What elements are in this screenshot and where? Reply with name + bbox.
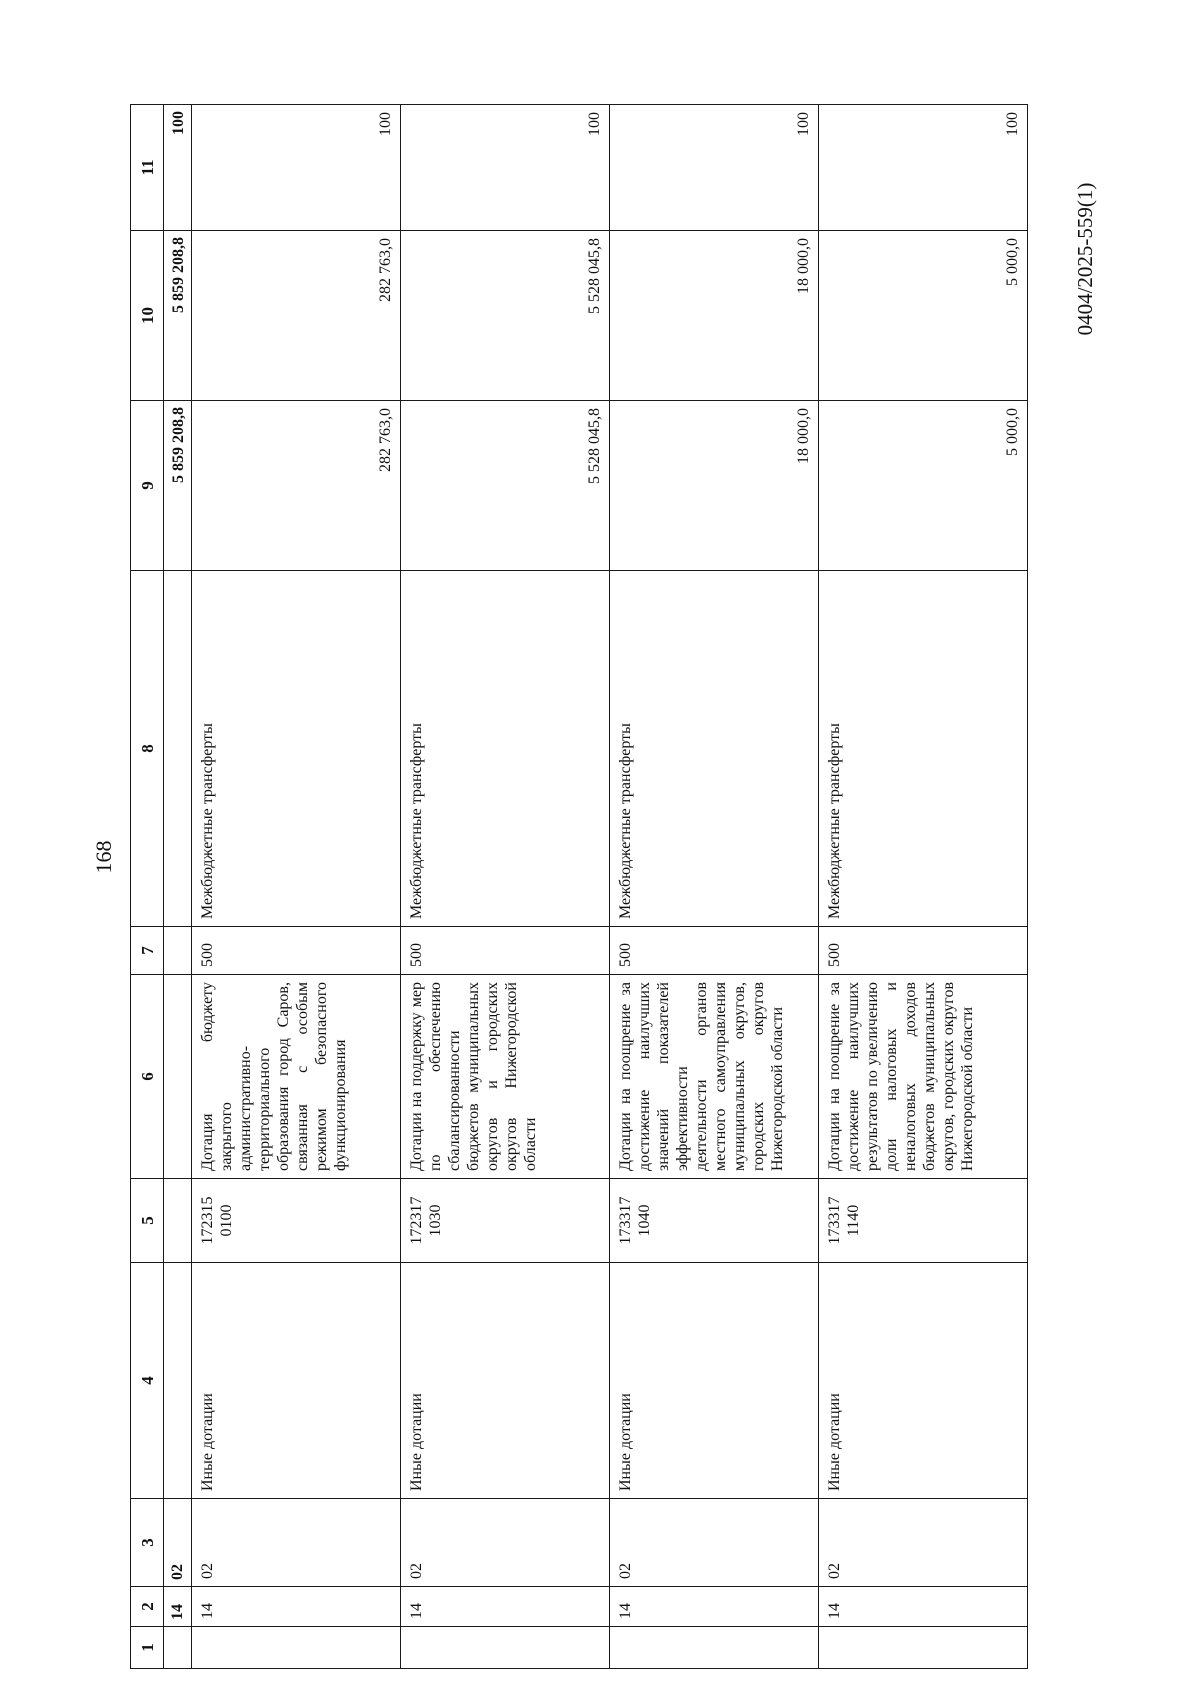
table-cell [164, 1179, 192, 1263]
expense-type-name: Межбюджетные трансферты [401, 571, 610, 927]
dotation-description: Дотация бюджету закрытого административно-территориального образования город Саров, связанная с особым режимом безопасного функционирования [192, 975, 401, 1179]
section-code: 14 [164, 1587, 192, 1627]
table-cell [164, 927, 192, 975]
amount-executed: 5 528 045,8 [401, 231, 610, 401]
rotated-table-frame [130, 105, 1110, 1669]
section-code: 14 [609, 1587, 818, 1627]
summary-row [164, 105, 192, 1669]
column-number: 2 [131, 1587, 164, 1627]
table-cell [818, 1627, 1027, 1669]
expense-type-code: 500 [401, 927, 610, 975]
table-cell [401, 1627, 610, 1669]
execution-percent: 100 [609, 105, 818, 231]
column-number: 3 [131, 1499, 164, 1587]
amount-planned: 5 000,0 [818, 401, 1027, 571]
budget-table [130, 104, 1028, 1669]
total-amount: 5 859 208,8 [164, 401, 192, 571]
table-cell [164, 1263, 192, 1499]
section-code: 14 [818, 1587, 1027, 1627]
table-row [818, 105, 1027, 1669]
amount-executed: 5 000,0 [818, 231, 1027, 401]
table-row [609, 105, 818, 1669]
dotation-type: Иные дотации [609, 1263, 818, 1499]
target-code: 173317 1140 [818, 1179, 1027, 1263]
dotation-type: Иные дотации [401, 1263, 610, 1499]
column-number: 6 [131, 975, 164, 1179]
dotation-type: Иные дотации [192, 1263, 401, 1499]
subsection-code: 02 [164, 1499, 192, 1587]
table-row [192, 105, 401, 1669]
column-number: 7 [131, 927, 164, 975]
expense-type-name: Межбюджетные трансферты [192, 571, 401, 927]
table-row [401, 105, 610, 1669]
expense-type-name: Межбюджетные трансферты [818, 571, 1027, 927]
section-code: 14 [401, 1587, 610, 1627]
dotation-description: Дотации на поддержку мер по обеспечению сбалансированности бюджетов муниципальных округов и городских округов Нижегородской области [401, 975, 610, 1179]
execution-percent: 100 [401, 105, 610, 231]
amount-planned: 5 528 045,8 [401, 401, 610, 571]
table-cell [164, 975, 192, 1179]
page-number: 168 [91, 840, 116, 874]
column-number: 4 [131, 1263, 164, 1499]
table-cell [609, 1627, 818, 1669]
section-code: 14 [192, 1587, 401, 1627]
expense-type-name: Межбюджетные трансферты [609, 571, 818, 927]
column-number: 11 [131, 105, 164, 231]
column-number: 5 [131, 1179, 164, 1263]
dotation-description: Дотации на поощрение за достижение наилучших значений показателей эффективности деятельности органов местного самоуправления муниципальных округов, городских округов Нижегородской области [609, 975, 818, 1179]
subsection-code: 02 [818, 1499, 1027, 1587]
subsection-code: 02 [192, 1499, 401, 1587]
column-number: 9 [131, 401, 164, 571]
document-code: 0404/2025-559(1) [1073, 182, 1097, 336]
table-cell [164, 571, 192, 927]
target-code: 173317 1040 [609, 1179, 818, 1263]
expense-type-code: 500 [609, 927, 818, 975]
execution-percent: 100 [818, 105, 1027, 231]
amount-executed: 18 000,0 [609, 231, 818, 401]
expense-type-code: 500 [818, 927, 1027, 975]
target-code: 172315 0100 [192, 1179, 401, 1263]
column-number: 1 [131, 1627, 164, 1669]
dotation-type: Иные дотации [818, 1263, 1027, 1499]
dotation-description: Дотации на поощрение за достижение наилучших результатов по увеличению доли налоговых и неналоговых доходов бюджетов муниципальных округов, городских округов Нижегородской области [818, 975, 1027, 1179]
expense-type-code: 500 [192, 927, 401, 975]
amount-executed: 282 763,0 [192, 231, 401, 401]
subsection-code: 02 [609, 1499, 818, 1587]
total-amount: 5 859 208,8 [164, 231, 192, 401]
table-cell [164, 1627, 192, 1669]
column-number: 8 [131, 571, 164, 927]
amount-planned: 18 000,0 [609, 401, 818, 571]
total-percent: 100 [164, 105, 192, 231]
column-number-row [131, 105, 164, 1669]
table-cell [192, 1627, 401, 1669]
subsection-code: 02 [401, 1499, 610, 1587]
target-code: 172317 1030 [401, 1179, 610, 1263]
column-number: 10 [131, 231, 164, 401]
execution-percent: 100 [192, 105, 401, 231]
amount-planned: 282 763,0 [192, 401, 401, 571]
